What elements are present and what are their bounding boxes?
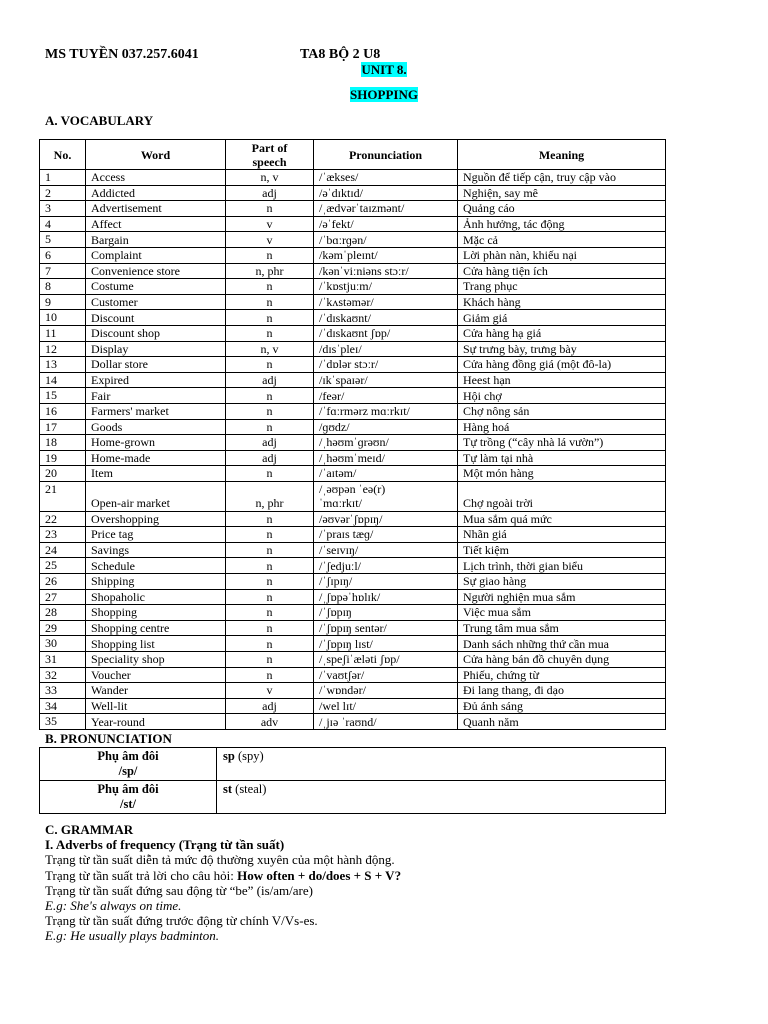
vocab-pronunciation: /ˈdɪskaʊnt/ [314,310,458,326]
pronunciation-heading: B. PRONUNCIATION [45,731,172,746]
vocab-word: Discount shop [86,325,226,341]
vocab-word: Wander [86,683,226,699]
vocab-row [40,698,666,714]
vocab-row [40,667,666,683]
vocab-part-of-speech: n [226,652,314,668]
vocab-part-of-speech: adv [226,714,314,730]
vocab-no: 6 [40,247,86,263]
vocab-meaning: Lịch trình, thời gian biểu [458,558,666,574]
vocab-word: Overshopping [86,511,226,527]
vocab-no: 32 [40,667,86,683]
pronunciation-example-cell [217,781,666,814]
vocab-word: Year-round [86,714,226,730]
vocab-part-of-speech: adj [226,185,314,201]
vocab-meaning: Cửa hàng bán đồ chuyên dụng [458,652,666,668]
vocab-pronunciation: /ˈækses/ [314,170,458,186]
vocab-no: 21 [40,481,86,511]
vocab-meaning: Heest hạn [458,372,666,388]
vocab-row [40,185,666,201]
vocab-row [40,170,666,186]
document-code: TA8 BỘ 2 U8 [300,47,381,62]
vocab-pronunciation: /ɡʊdz/ [314,419,458,435]
vocab-part-of-speech: n [226,667,314,683]
vocab-meaning: Chợ nông sản [458,403,666,419]
vocab-meaning: Trung tâm mua sắm [458,620,666,636]
vocab-no: 33 [40,683,86,699]
vocab-row [40,558,666,574]
vocab-no: 23 [40,527,86,543]
vocab-word: Shopping [86,605,226,621]
vocab-meaning: Khách hàng [458,294,666,310]
vocab-meaning: Tự làm tại nhà [458,450,666,466]
vocab-row [40,419,666,435]
vocab-meaning: Hội chợ [458,388,666,404]
grammar-question-line [45,868,745,883]
pronunciation-letters: st [223,782,233,796]
vocab-meaning: Một món hàng [458,466,666,482]
vocab-pronunciation: /ˌəʊpən ˈeə(r) ˈmɑːrkɪt/ [314,481,458,511]
vocab-word: Fair [86,388,226,404]
vocab-no: 22 [40,511,86,527]
vocab-word: Home-made [86,450,226,466]
grammar-question-formula: How often + do/does + S + V? [237,867,402,883]
pronunciation-sound: /sp/ [118,764,138,778]
vocab-word: Home-grown [86,435,226,451]
vocab-part-of-speech: adj [226,372,314,388]
unit-title: UNIT 8. [361,62,407,77]
pronunciation-row [40,748,666,781]
vocab-meaning: Sự giao hàng [458,574,666,590]
unit-title-line [0,62,768,78]
vocab-no: 19 [40,450,86,466]
vocab-part-of-speech: n [226,636,314,652]
header-no: No. [40,140,86,170]
vocab-pronunciation: /ˈfɑːrmərz mɑːrkɪt/ [314,403,458,419]
vocab-part-of-speech: v [226,216,314,232]
vocab-no: 35 [40,714,86,730]
teacher-contact: MS TUYỀN 037.257.6041 [45,47,199,62]
vocab-meaning: Hàng hoá [458,419,666,435]
vocab-row [40,574,666,590]
vocab-part-of-speech: n, v [226,170,314,186]
vocab-meaning: Tiết kiệm [458,542,666,558]
vocab-word: Savings [86,542,226,558]
vocab-pronunciation: /dɪsˈpleɪ/ [314,341,458,357]
vocab-no: 14 [40,372,86,388]
vocab-pronunciation: /ˈʃedjuːl/ [314,558,458,574]
header-part-of-speech-label: Part of speech [251,140,288,169]
vocab-meaning: Người nghiện mua sắm [458,589,666,605]
vocabulary-table-body [40,170,666,730]
vocab-pronunciation: /əʊvərˈʃɒpɪŋ/ [314,511,458,527]
vocab-pronunciation: /ˌspeʃiˈæləti ʃɒp/ [314,652,458,668]
vocab-part-of-speech: n [226,294,314,310]
header-word: Word [86,140,226,170]
vocab-no: 5 [40,232,86,248]
vocab-pronunciation: /kənˈviːniəns stɔːr/ [314,263,458,279]
vocab-word: Addicted [86,185,226,201]
grammar-section-title: I. Adverbs of frequency (Trạng từ tần suất) [45,837,285,853]
vocab-pronunciation: /ˈpraɪs tæɡ/ [314,527,458,543]
pronunciation-sound-cell [40,748,217,781]
vocab-meaning: Giảm giá [458,310,666,326]
vocab-meaning: Phiếu, chứng từ [458,667,666,683]
vocab-word: Goods [86,419,226,435]
vocab-word: Bargain [86,232,226,248]
vocab-no: 27 [40,589,86,605]
vocab-row [40,216,666,232]
vocab-part-of-speech: n [226,527,314,543]
vocab-part-of-speech: n [226,511,314,527]
vocab-part-of-speech: n [226,558,314,574]
vocab-meaning: Đủ ánh sáng [458,698,666,714]
vocab-part-of-speech: v [226,683,314,699]
pronunciation-letters: sp [223,749,235,763]
vocab-pronunciation: /ˈʃɪpɪŋ/ [314,574,458,590]
vocab-part-of-speech: adj [226,435,314,451]
vocab-row [40,403,666,419]
vocab-meaning: Đi lang thang, đi dạo [458,683,666,699]
vocab-word: Speciality shop [86,652,226,668]
vocab-part-of-speech: n [226,247,314,263]
vocab-row [40,714,666,730]
header-pronunciation: Pronunciation [314,140,458,170]
vocab-row [40,527,666,543]
vocab-no: 8 [40,279,86,295]
vocab-row [40,310,666,326]
vocab-word: Shopping list [86,636,226,652]
vocab-part-of-speech: n, phr [226,481,314,511]
vocab-word: Price tag [86,527,226,543]
vocab-word: Farmers' market [86,403,226,419]
vocab-pronunciation: /kəmˈpleɪnt/ [314,247,458,263]
vocabulary-header-row [40,140,666,170]
vocab-row [40,263,666,279]
vocab-pronunciation: /ˌædvərˈtaɪzmənt/ [314,201,458,217]
vocab-part-of-speech: n, phr [226,263,314,279]
vocab-no: 17 [40,419,86,435]
vocab-meaning: Nhãn giá [458,527,666,543]
vocab-meaning: Nguồn để tiếp cận, truy cập vào [458,170,666,186]
vocab-pronunciation: /ˈbɑːrɡən/ [314,232,458,248]
vocab-meaning: Quanh năm [458,714,666,730]
pronunciation-row [40,781,666,814]
vocab-no: 2 [40,185,86,201]
vocab-part-of-speech: n [226,403,314,419]
vocab-pronunciation: /ˈwɒndər/ [314,683,458,699]
pronunciation-example: (spy) [237,749,264,763]
vocab-row [40,388,666,404]
vocab-word: Expired [86,372,226,388]
vocab-word: Affect [86,216,226,232]
vocab-pronunciation: /ˈseɪvɪŋ/ [314,542,458,558]
vocab-part-of-speech: n [226,605,314,621]
vocab-part-of-speech: n [226,325,314,341]
vocab-word: Voucher [86,667,226,683]
vocab-word: Schedule [86,558,226,574]
vocab-pronunciation: /ˈdɪskaʊnt ʃɒp/ [314,325,458,341]
vocab-word: Shipping [86,574,226,590]
vocab-row [40,279,666,295]
vocab-part-of-speech: n [226,419,314,435]
vocab-row [40,652,666,668]
vocab-meaning: Cửa hàng hạ giá [458,325,666,341]
vocab-no: 28 [40,605,86,621]
pronunciation-table [39,747,666,814]
vocab-row [40,294,666,310]
vocab-word: Access [86,170,226,186]
vocab-meaning: Cửa hàng đồng giá (một đô-la) [458,357,666,373]
vocab-no: 16 [40,403,86,419]
grammar-definition: Trạng từ tần suất diễn tả mức độ thường xuyên của một hành động. [45,852,395,868]
vocab-no: 4 [40,216,86,232]
vocab-word: Costume [86,279,226,295]
vocab-pronunciation: /ˌhəʊmˈɡrəʊn/ [314,435,458,451]
vocab-row [40,481,666,511]
vocab-row [40,605,666,621]
vocab-meaning: Tự trồng (“cây nhà lá vườn”) [458,435,666,451]
vocab-row [40,683,666,699]
vocab-meaning: Danh sách những thứ cần mua [458,636,666,652]
vocab-meaning: Chợ ngoài trời [458,481,666,511]
vocab-pronunciation: /ˈʃɒpɪŋ [314,605,458,621]
vocab-row [40,325,666,341]
grammar-heading: C. GRAMMAR [45,822,134,837]
vocab-word: Open-air market [86,481,226,511]
vocab-word: Discount [86,310,226,326]
vocab-no: 12 [40,341,86,357]
vocab-part-of-speech: n [226,279,314,295]
vocab-pronunciation: /ˈaɪtəm/ [314,466,458,482]
vocab-row [40,247,666,263]
vocab-pronunciation: /feər/ [314,388,458,404]
vocab-no: 7 [40,263,86,279]
grammar-section [45,822,745,944]
grammar-example-verb: E.g: He usually plays badminton. [45,928,220,944]
vocab-part-of-speech: n [226,357,314,373]
vocab-pronunciation: /ˌʃɒpəˈhɒlɪk/ [314,589,458,605]
vocab-meaning: Mua sắm quá mức [458,511,666,527]
vocab-part-of-speech: adj [226,450,314,466]
vocab-part-of-speech: n [226,310,314,326]
pronunciation-label: Phụ âm đôi [97,782,159,796]
vocab-word: Customer [86,294,226,310]
vocab-pronunciation: /əˈfekt/ [314,216,458,232]
vocab-pronunciation: /ˈkʌstəmər/ [314,294,458,310]
pronunciation-example: (steal) [235,782,267,796]
vocab-row [40,542,666,558]
vocab-row [40,201,666,217]
vocab-word: Shopaholic [86,589,226,605]
vocab-word: Advertisement [86,201,226,217]
vocab-part-of-speech: n [226,201,314,217]
vocab-word: Item [86,466,226,482]
vocab-pronunciation: /əˈdɪktɪd/ [314,185,458,201]
grammar-example-be: E.g: She's always on time. [45,898,182,914]
vocab-row [40,620,666,636]
vocab-meaning: Việc mua sắm [458,605,666,621]
vocab-pronunciation: /ˈʃɒpɪŋ lɪst/ [314,636,458,652]
vocabulary-table [39,139,666,730]
vocab-word: Shopping centre [86,620,226,636]
vocab-word: Display [86,341,226,357]
vocab-row [40,466,666,482]
vocab-row [40,511,666,527]
vocab-part-of-speech: v [226,232,314,248]
vocab-part-of-speech: n [226,388,314,404]
vocab-row [40,232,666,248]
vocab-meaning: Lời phàn nàn, khiếu nại [458,247,666,263]
vocab-row [40,636,666,652]
vocab-pronunciation: /ˌjɪə ˈraʊnd/ [314,714,458,730]
vocab-row [40,341,666,357]
vocab-no: 3 [40,201,86,217]
vocab-no: 29 [40,620,86,636]
vocab-pronunciation: /ˈvaʊtʃər/ [314,667,458,683]
vocabulary-heading: A. VOCABULARY [45,113,154,128]
pronunciation-label: Phụ âm đôi [97,749,159,763]
vocab-part-of-speech: n [226,574,314,590]
vocab-part-of-speech: n, v [226,341,314,357]
vocab-pronunciation: /ˌhəʊmˈmeɪd/ [314,450,458,466]
vocab-meaning: Trang phục [458,279,666,295]
vocab-word: Convenience store [86,263,226,279]
vocab-pronunciation: /ɪkˈspaɪər/ [314,372,458,388]
pronunciation-sound-cell [40,781,217,814]
vocab-no: 15 [40,388,86,404]
vocab-no: 30 [40,636,86,652]
vocab-row [40,357,666,373]
vocab-row [40,589,666,605]
grammar-rule-verb: Trạng từ tần suất đứng trước động từ chính V/Vs-es. [45,913,318,929]
grammar-question-prefix: Trạng từ tần suất trả lời cho câu hỏi: [45,867,238,883]
vocab-pronunciation: /wel lɪt/ [314,698,458,714]
grammar-rule-be: Trạng từ tần suất đứng sau động từ “be” (is/am/are) [45,882,313,898]
header-part-of-speech [226,140,314,170]
vocab-no: 25 [40,558,86,574]
pronunciation-sound: /st/ [120,797,136,811]
vocab-part-of-speech: n [226,620,314,636]
vocab-no: 11 [40,325,86,341]
vocab-word: Dollar store [86,357,226,373]
vocab-no: 26 [40,574,86,590]
pronunciation-example-cell [217,748,666,781]
vocab-meaning: Quảng cáo [458,201,666,217]
vocab-meaning: Nghiện, say mê [458,185,666,201]
vocab-meaning: Mặc cả [458,232,666,248]
vocab-word: Well-lit [86,698,226,714]
vocab-no: 13 [40,357,86,373]
vocab-no: 24 [40,542,86,558]
vocab-meaning: Sự trưng bày, trưng bày [458,341,666,357]
vocab-row [40,450,666,466]
topic-title: SHOPPING [350,87,418,102]
vocab-no: 18 [40,435,86,451]
vocab-word: Complaint [86,247,226,263]
vocab-part-of-speech: n [226,589,314,605]
vocab-meaning: Cửa hàng tiện ích [458,263,666,279]
vocab-no: 31 [40,652,86,668]
vocab-pronunciation: /ˈdɒlər stɔːr/ [314,357,458,373]
vocab-no: 20 [40,466,86,482]
topic-title-line [0,87,768,103]
vocab-no: 9 [40,294,86,310]
vocab-part-of-speech: n [226,466,314,482]
vocab-row [40,435,666,451]
vocab-part-of-speech: n [226,542,314,558]
vocab-row [40,372,666,388]
vocab-part-of-speech: adj [226,698,314,714]
vocab-no: 10 [40,310,86,326]
vocab-pronunciation: /ˈkɒstjuːm/ [314,279,458,295]
vocab-pronunciation: /ˈʃɒpɪŋ sentər/ [314,620,458,636]
vocab-meaning: Ảnh hưởng, tác động [458,216,666,232]
vocab-no: 1 [40,170,86,186]
vocab-no: 34 [40,698,86,714]
header-meaning: Meaning [458,140,666,170]
